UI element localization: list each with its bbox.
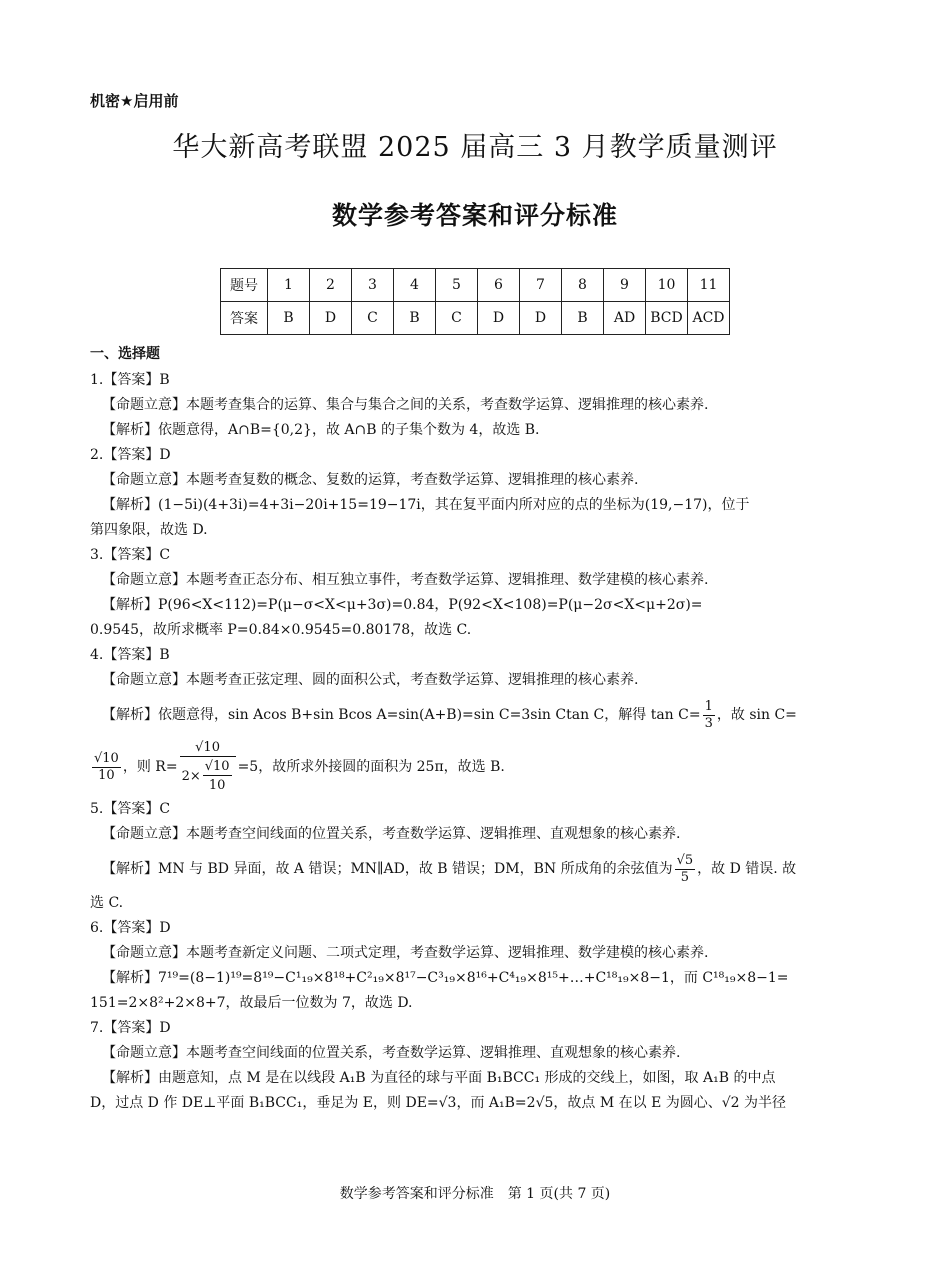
fraction-numerator: √10 [94,750,119,766]
answer-text: 【答案】B [103,372,170,388]
question-number-cell: 5 [436,269,478,302]
analysis-text: 【解析】依题意得，sin Acos B+sin Bcos A=sin(A+B)=sin C=3sin Ctan C，解得 tan C= [102,707,701,723]
fraction [703,699,715,732]
fraction-denominator [180,757,236,794]
answer-cell: BCD [646,302,688,335]
analysis-line: 【解析】7¹⁹=(8−1)¹⁹=8¹⁹−C¹₁₉×8¹⁸+C²₁₉×8¹⁷−C³₁₉×8¹⁶+C⁴₁₉×8¹⁵+…+C¹⁸₁₉×8−1，而 C¹⁸₁₉×8−1= [102,970,789,986]
analysis-continuation [90,737,862,797]
intent-line: 【命题立意】本题考查新定义问题、二项式定理，考查数学运算、逻辑推理、数学建模的核心素养. [102,945,709,961]
nested-fraction [203,759,232,794]
denominator-prefix: 2× [181,769,201,784]
question-number-cell: 6 [478,269,520,302]
analysis-text: 【解析】MN 与 BD 异面，故 A 错误；MN∥AD，故 B 错误；DM，BN 所成角的余弦值为 [102,861,673,877]
exam-title: 华大新高考联盟 2025 届高三 3 月教学质量测评 [172,132,778,163]
analysis-continuation: 151=2×8²+2×8+7，故最后一位数为 7，故选 D. [90,995,413,1011]
answer-text: 【答案】D [103,1020,171,1036]
intent-line: 【命题立意】本题考查正弦定理、圆的面积公式，考查数学运算、逻辑推理的核心素养. [102,672,639,688]
fraction-denominator: 5 [680,869,690,885]
analysis-continuation: D，过点 D 作 DE⊥平面 B₁BCC₁，垂足为 E，则 DE=√3，而 A₁B=2√5，故点 M 在以 E 为圆心、√2 为半径 [90,1095,787,1111]
answer-cell: ACD [688,302,730,335]
question-block [90,443,862,543]
fraction-numerator: √5 [676,852,694,868]
page-footer: 数学参考答案和评分标准 第 1 页(共 7 页) [339,1186,611,1202]
question-number-cell: 4 [394,269,436,302]
row-label-number: 题号 [221,269,268,302]
question-block [90,543,862,643]
analysis-line: 【解析】P(96<X<112)=P(μ−σ<X<μ+3σ)=0.84，P(92<X<108)=P(μ−2σ<X<μ+2σ)= [102,597,703,613]
question-number: 4. [90,647,104,663]
analysis-text: =5，故所求外接圆的面积为 25π，故选 B. [237,759,505,775]
answer-line [90,1016,862,1041]
question-number: 5. [90,801,104,817]
analysis-continuation: 0.9545，故所求概率 P=0.84×0.9545=0.80178，故选 C. [90,622,472,638]
question-number-cell: 8 [562,269,604,302]
answer-text: 【答案】D [103,920,171,936]
confidential-label: 机密★启用前 [90,92,179,110]
question-number-cell: 9 [604,269,646,302]
answer-cell: C [436,302,478,335]
question-number-cell: 10 [646,269,688,302]
answer-table [220,268,730,335]
intent-line: 【命题立意】本题考查空间线面的位置关系，考查数学运算、逻辑推理、直观想象的核心素养. [102,826,681,842]
analysis-continuation: 第四象限，故选 D. [90,522,208,538]
analysis-line: 【解析】(1−5i)(4+3i)=4+3i−20i+15=19−17i，其在复平面内所对应的点的坐标为(19,−17)，位于 [102,497,750,513]
question-block [90,797,862,916]
document-subtitle: 数学参考答案和评分标准 [331,201,618,230]
analysis-continuation: 选 C. [90,895,124,911]
question-block [90,643,862,797]
analysis-line: 【解析】依题意得，A∩B={0,2}，故 A∩B 的子集个数为 4，故选 B. [102,422,540,438]
question-number-cell: 3 [352,269,394,302]
question-block [90,1016,862,1116]
answer-cell: B [394,302,436,335]
answer-table-number-row [221,269,730,302]
answer-cell: B [268,302,310,335]
intent-line: 【命题立意】本题考查空间线面的位置关系，考查数学运算、逻辑推理、直观想象的核心素养. [102,1045,681,1061]
fraction-denominator: 10 [98,767,115,783]
question-block [90,368,862,443]
question-number: 7. [90,1020,104,1036]
answer-line [90,916,862,941]
fraction-numerator: 1 [704,698,713,714]
intent-line: 【命题立意】本题考查正态分布、相互独立事件，考查数学运算、逻辑推理、数学建模的核心素养. [102,572,709,588]
answer-table-answer-row [221,302,730,335]
question-number-cell: 1 [268,269,310,302]
question-number-cell: 11 [688,269,730,302]
answer-line [90,797,862,822]
answer-text: 【答案】C [103,547,171,563]
fraction-denominator: 10 [208,778,226,793]
answer-line [90,543,862,568]
intent-line: 【命题立意】本题考查复数的概念、复数的运算，考查数学运算、逻辑推理的核心素养. [102,472,639,488]
analysis-line [90,693,862,737]
answer-line [90,443,862,468]
answer-text: 【答案】C [103,801,171,817]
answer-line [90,643,862,668]
answer-text: 【答案】D [103,447,171,463]
fraction-numerator: √10 [180,740,236,757]
answer-cell: C [352,302,394,335]
answer-cell: B [562,302,604,335]
radius-fraction [180,740,236,794]
question-number: 6. [90,920,104,936]
intent-line: 【命题立意】本题考查集合的运算、集合与集合之间的关系，考查数学运算、逻辑推理的核心素养. [102,397,709,413]
answer-text: 【答案】B [103,647,170,663]
answer-cell: D [478,302,520,335]
analysis-line [90,847,862,891]
answer-cell: AD [604,302,646,335]
row-label-answer: 答案 [221,302,268,335]
analysis-line: 【解析】由题意知，点 M 是在以线段 A₁B 为直径的球与平面 B₁BCC₁ 形成的交线上，如图，取 A₁B 的中点 [102,1070,776,1086]
analysis-tail: ，故 sin C= [716,707,797,723]
question-number: 1. [90,372,104,388]
solutions-content [90,342,862,1116]
fraction-numerator: √10 [204,759,230,774]
analysis-text: ，则 R= [122,759,178,775]
question-number-cell: 7 [520,269,562,302]
question-block [90,916,862,1016]
section-title: 一、选择题 [90,346,160,362]
answer-cell: D [310,302,352,335]
question-number: 2. [90,447,104,463]
fraction-denominator: 3 [704,715,713,731]
answer-line [90,368,862,393]
question-number-cell: 2 [310,269,352,302]
fraction [675,853,696,886]
analysis-tail: ，故 D 错误. 故 [697,861,797,877]
answer-cell: D [520,302,562,335]
question-number: 3. [90,547,104,563]
fraction [92,751,121,784]
